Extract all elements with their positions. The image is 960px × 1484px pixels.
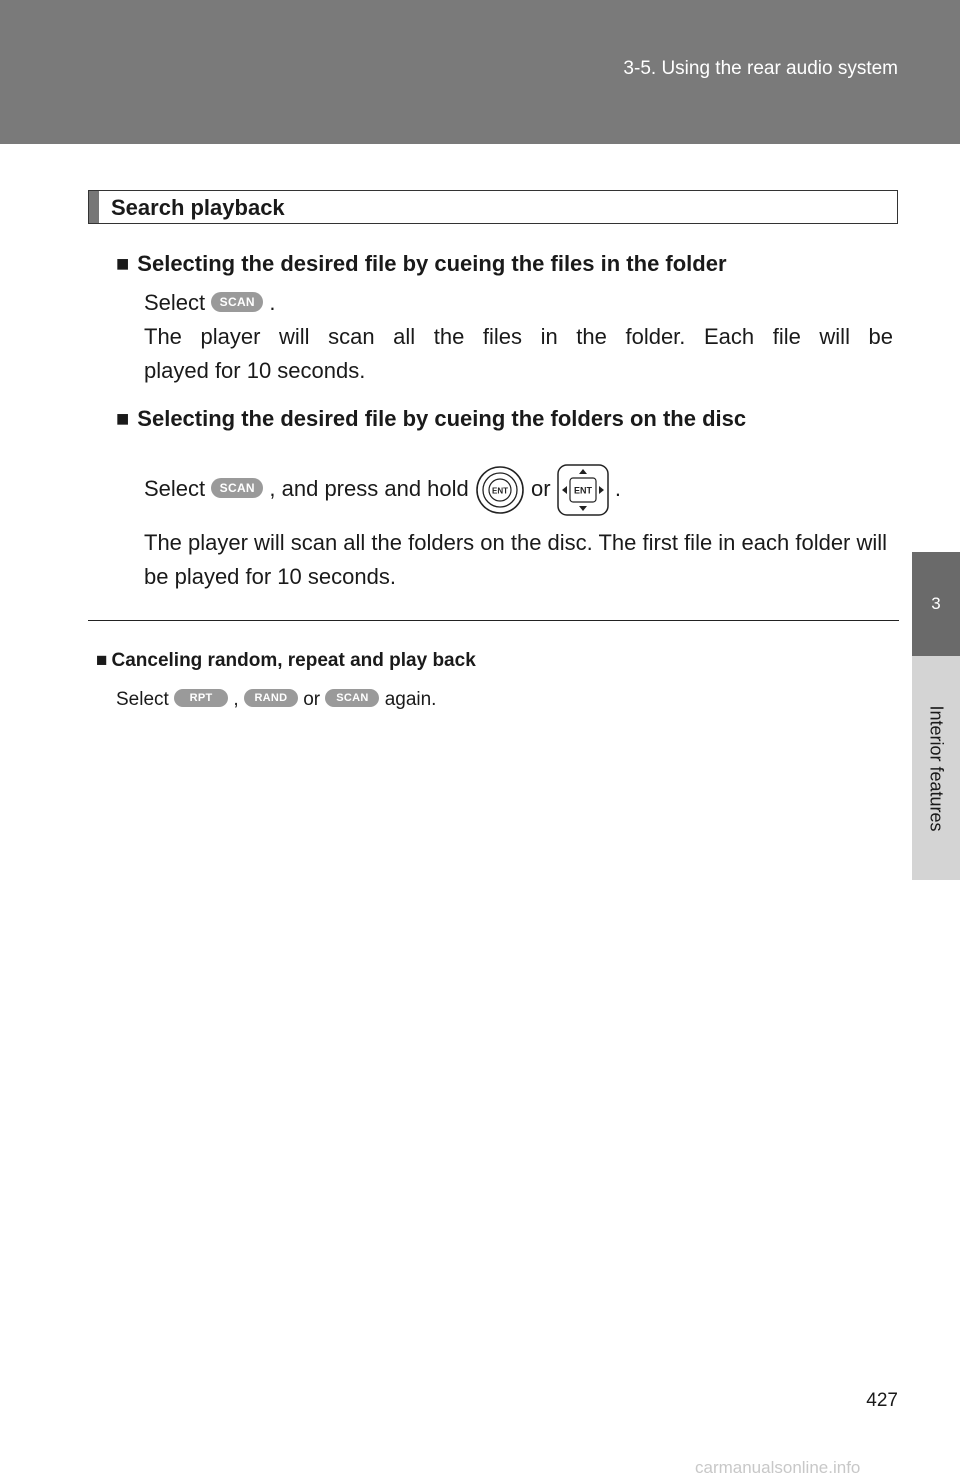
subsection1-line2: played for 10 seconds. — [144, 358, 366, 383]
ent-dpad-icon — [557, 464, 609, 516]
scan-button: SCAN — [211, 478, 263, 498]
subsection2-paragraph: The player will scan all the folders on the disc. The first file in each folder will be played for 10 seconds. — [144, 530, 888, 589]
ent-knob-label: ENT — [491, 486, 508, 496]
comma-text: , — [233, 689, 239, 710]
select-text: Select — [116, 689, 169, 710]
subsection1-heading-text: Selecting the desired file by cueing the files in the folder — [137, 251, 727, 276]
subsection1-select-line — [144, 286, 893, 320]
ent-knob-icon — [475, 465, 525, 515]
subsection1-line1: The player will scan all the files in the folder. Each file will be — [144, 324, 893, 349]
note-heading — [96, 650, 476, 672]
press-hold-text: , and press and hold — [269, 476, 469, 501]
note-heading-text: Canceling random, repeat and play back — [111, 650, 476, 671]
watermark: carmanualsonline.info — [695, 1458, 861, 1477]
page-number: 427 — [866, 1390, 898, 1411]
subsection2-select-line — [144, 461, 893, 517]
select-text: Select — [144, 290, 206, 315]
or-text: or — [303, 689, 321, 710]
divider — [88, 620, 899, 621]
select-text: Select — [144, 476, 206, 501]
header-section-title: 3-5. Using the rear audio system — [623, 58, 898, 79]
subsection2-heading — [116, 406, 746, 432]
side-tab-chapter-number — [912, 552, 960, 656]
section-title: Search playback — [111, 195, 285, 220]
rand-button: RAND — [244, 689, 298, 707]
note-text — [116, 686, 436, 714]
subsection1-heading — [116, 251, 727, 277]
rpt-button: RPT — [174, 689, 228, 707]
bullet-square: ■ — [116, 406, 130, 431]
subsection2-heading-text: Selecting the desired file by cueing the folders on the disc — [137, 406, 747, 431]
period-text: . — [614, 476, 621, 501]
chapter-title: Interior features — [926, 704, 947, 832]
bullet-square: ■ — [96, 650, 108, 671]
section-title-bar — [89, 191, 99, 223]
scan-button: SCAN — [211, 292, 263, 312]
or-text: or — [531, 476, 551, 501]
chapter-number: 3 — [931, 594, 941, 613]
ent-dpad-label: ENT — [573, 485, 592, 496]
section-title-box — [88, 190, 898, 224]
period-text: . — [269, 290, 276, 315]
again-text: again. — [384, 689, 437, 710]
scan-button: SCAN — [325, 689, 379, 707]
bullet-square: ■ — [116, 251, 130, 276]
side-tab-chapter-title — [912, 656, 960, 880]
